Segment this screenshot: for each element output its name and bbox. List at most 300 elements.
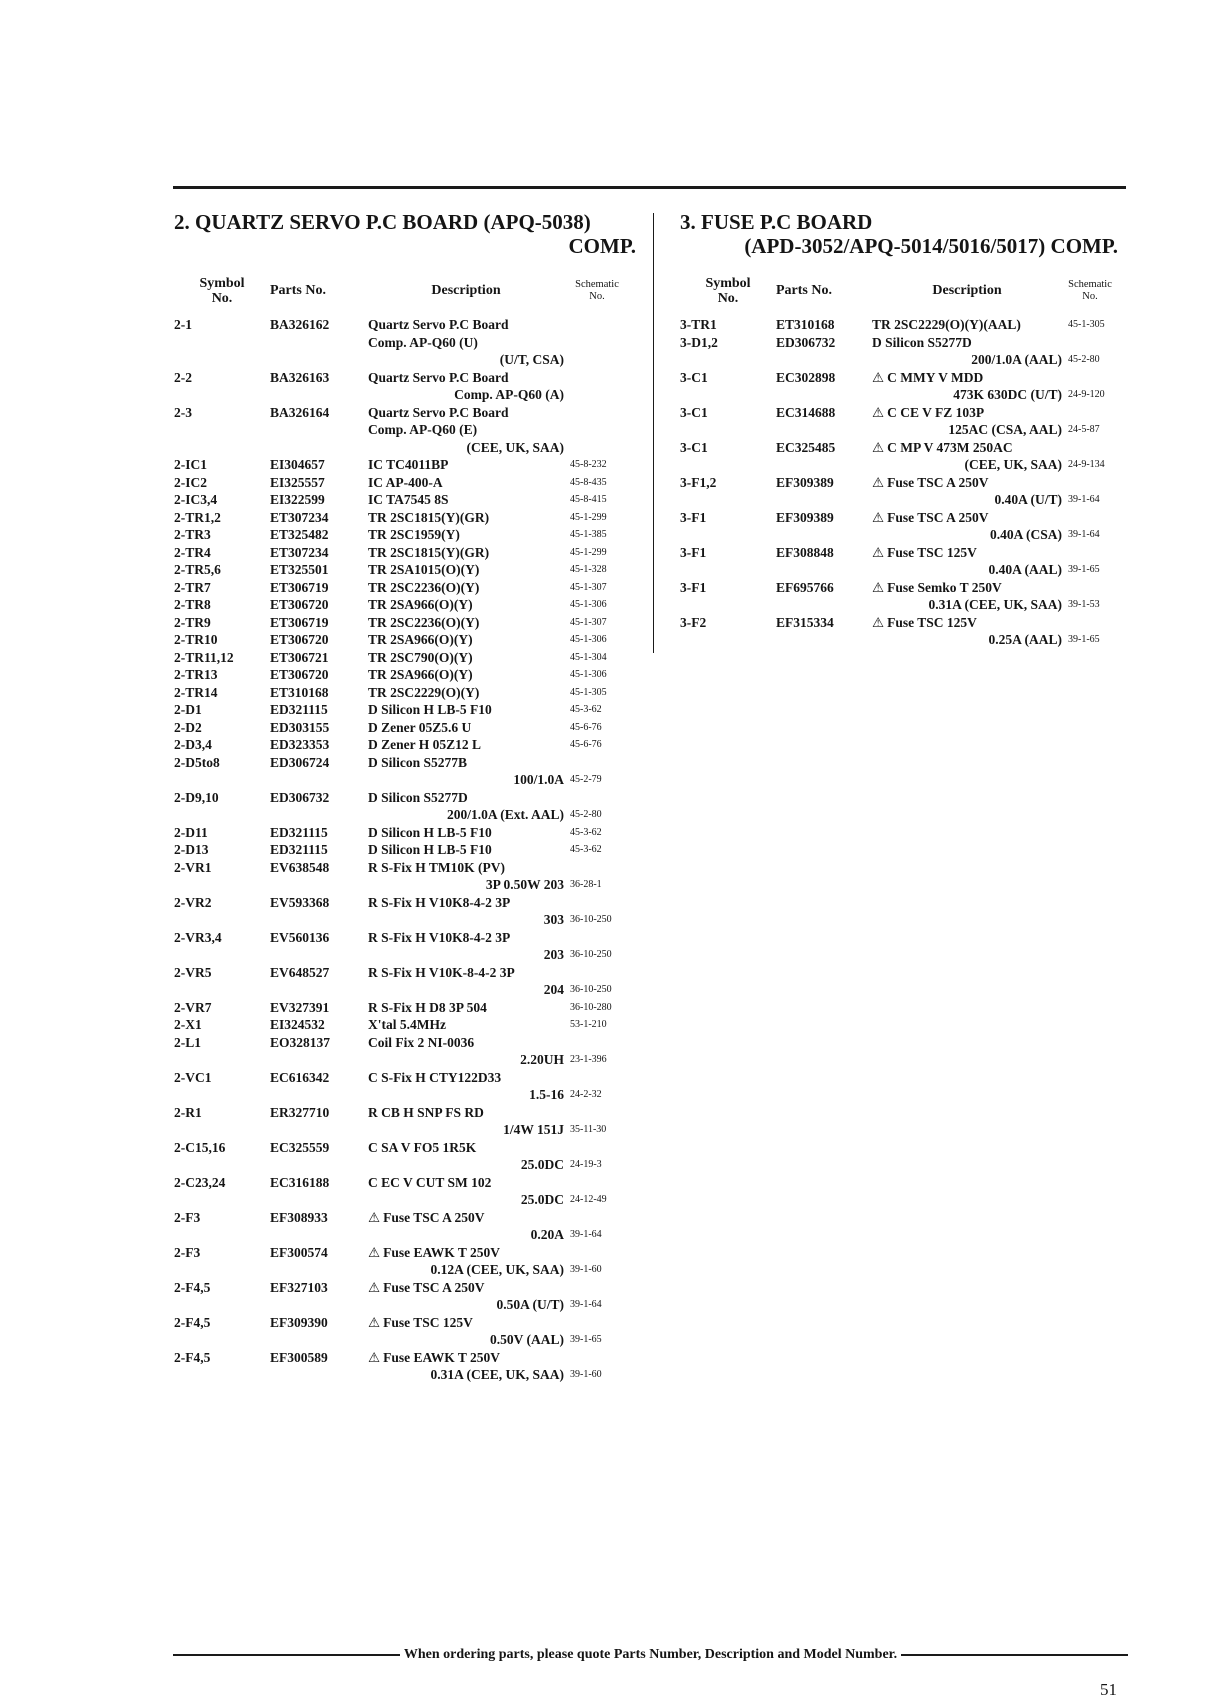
parts-no: EF309389 xyxy=(776,474,834,490)
schematic-no: 45-1-306 xyxy=(570,634,607,645)
description xyxy=(368,1349,564,1367)
description xyxy=(368,421,564,439)
description-text: 0.50A (U/T) xyxy=(496,1297,564,1312)
parts-no: ET307234 xyxy=(270,544,329,560)
description-text: Fuse TSC A 250V xyxy=(383,1279,485,1295)
description xyxy=(872,316,1062,334)
schematic-no: 36-28-1 xyxy=(570,879,602,890)
schematic-no: 45-6-76 xyxy=(570,721,602,733)
description xyxy=(368,701,564,719)
page-number: 51 xyxy=(1100,1680,1117,1699)
schematic-no: 24-19-3 xyxy=(570,1159,602,1170)
table-row xyxy=(174,579,636,597)
description-text: C MMY V MDD xyxy=(887,369,984,385)
description-text: D Zener H 05Z12 L xyxy=(368,737,482,752)
schematic-no: 39-1-65 xyxy=(570,1334,602,1345)
description-text: D Silicon S5277B xyxy=(368,754,468,770)
schematic-no: 45-1-306 xyxy=(570,669,607,680)
table-row xyxy=(174,509,636,527)
warning-triangle-icon: ⚠ xyxy=(368,1244,381,1260)
symbol-no: 2-TR7 xyxy=(174,579,211,595)
description xyxy=(368,1156,564,1174)
parts-no: EO328137 xyxy=(270,1034,331,1050)
symbol-no: 2-TR8 xyxy=(174,597,211,612)
table-row xyxy=(680,316,1118,334)
description xyxy=(872,474,1062,492)
description-text: R CB H SNP FS RD xyxy=(368,1104,484,1120)
symbol-no: 2-TR5,6 xyxy=(174,562,221,577)
description xyxy=(368,754,564,772)
description xyxy=(872,386,1062,404)
symbol-no: 2-TR10 xyxy=(174,632,218,647)
description-text: C CE V FZ 103P xyxy=(887,404,985,420)
parts-no: EV593368 xyxy=(270,894,330,910)
description xyxy=(872,351,1062,369)
description xyxy=(368,1191,564,1209)
description xyxy=(368,841,564,859)
description xyxy=(368,596,564,614)
table-row xyxy=(680,614,1118,649)
description xyxy=(368,1279,564,1297)
description xyxy=(368,1174,564,1192)
table-row xyxy=(174,316,636,369)
description xyxy=(872,579,1062,597)
parts-no: EV638548 xyxy=(270,859,330,875)
symbol-no: 3-D1,2 xyxy=(680,334,718,350)
schematic-no: 45-1-328 xyxy=(570,564,607,575)
symbol-no: 2-C15,16 xyxy=(174,1139,226,1155)
schematic-no: 39-1-64 xyxy=(1068,494,1100,505)
parts-no: EV560136 xyxy=(270,929,330,945)
description-text: Fuse TSC A 250V xyxy=(383,1209,485,1225)
parts-no: ED323353 xyxy=(270,737,330,752)
parts-no: ET306721 xyxy=(270,649,329,665)
description-text: Fuse TSC 125V xyxy=(887,544,977,560)
schematic-no: 36-10-280 xyxy=(570,1001,612,1013)
table-row xyxy=(174,964,636,999)
symbol-no: 2-3 xyxy=(174,404,192,420)
parts-no: EI322599 xyxy=(270,492,325,507)
symbol-no: 2-1 xyxy=(174,317,192,332)
description xyxy=(368,999,564,1017)
warning-triangle-icon: ⚠ xyxy=(368,1314,381,1330)
warning-triangle-icon: ⚠ xyxy=(872,474,885,490)
description-text: 200/1.0A (AAL) xyxy=(971,352,1062,367)
description xyxy=(368,1226,564,1244)
schematic-no: 45-1-304 xyxy=(570,651,607,663)
warning-triangle-icon: ⚠ xyxy=(872,544,885,560)
parts-no: ED303155 xyxy=(270,719,330,735)
description xyxy=(368,1314,564,1332)
symbol-no: 2-VR7 xyxy=(174,999,212,1015)
description xyxy=(872,526,1062,544)
table-row xyxy=(174,526,636,544)
description xyxy=(368,544,564,562)
symbol-no: 2-D11 xyxy=(174,824,208,840)
parts-no: ET306720 xyxy=(270,597,329,612)
description-text: 2.20UH xyxy=(520,1052,564,1067)
parts-list xyxy=(680,316,1118,649)
description-text: 203 xyxy=(543,947,564,962)
top-rule xyxy=(173,186,1126,189)
table-row xyxy=(174,859,636,894)
description-text: R S-Fix H TM10K (PV) xyxy=(368,859,505,875)
description xyxy=(368,614,564,632)
schematic-no: 24-2-32 xyxy=(570,1089,602,1100)
column-divider xyxy=(653,213,654,653)
parts-no: ET310168 xyxy=(776,317,835,332)
table-row xyxy=(174,824,636,842)
table-row xyxy=(174,596,636,614)
description-text: (CEE, UK, SAA) xyxy=(964,457,1062,472)
description xyxy=(368,1016,564,1034)
description-text: C SA V FO5 1R5K xyxy=(368,1139,477,1155)
description-text: Fuse TSC 125V xyxy=(383,1314,473,1330)
description xyxy=(872,456,1062,474)
table-row xyxy=(174,491,636,509)
symbol-no: 2-VC1 xyxy=(174,1069,212,1085)
schematic-no: 24-9-120 xyxy=(1068,389,1105,400)
description-text: TR 2SC2229(O)(Y)(AAL) xyxy=(872,317,1021,332)
header-parts-no: Parts No. xyxy=(776,283,832,298)
schematic-no: 39-1-64 xyxy=(570,1229,602,1240)
description-text: 200/1.0A (Ext. AAL) xyxy=(446,807,564,822)
table-row xyxy=(680,369,1118,404)
table-row xyxy=(174,1209,636,1244)
description xyxy=(368,649,564,667)
table-row xyxy=(680,509,1118,544)
description xyxy=(368,1261,564,1279)
description xyxy=(368,1331,564,1349)
description-text: 0.31A (CEE, UK, SAA) xyxy=(430,1367,564,1382)
description xyxy=(872,544,1062,562)
schematic-no: 45-3-62 xyxy=(570,844,602,855)
table-row xyxy=(174,1016,636,1034)
parts-no: ET310168 xyxy=(270,684,329,700)
parts-no: EF308933 xyxy=(270,1209,328,1225)
description xyxy=(368,789,564,807)
description-text: 0.20A xyxy=(530,1227,564,1242)
parts-no: EC314688 xyxy=(776,404,836,420)
description-text: R S-Fix H V10K8-4-2 3P xyxy=(368,894,511,910)
parts-no: EF309389 xyxy=(776,509,834,525)
description xyxy=(368,1244,564,1262)
symbol-no: 2-VR1 xyxy=(174,859,212,875)
description xyxy=(872,421,1062,439)
parts-no: EC325485 xyxy=(776,439,836,455)
description xyxy=(368,876,564,894)
description xyxy=(368,1296,564,1314)
description-text: Comp. AP-Q60 (E) xyxy=(368,422,478,437)
parts-no: BA326163 xyxy=(270,369,330,385)
parts-list xyxy=(174,316,636,1384)
table-row xyxy=(680,544,1118,579)
description-text: 100/1.0A xyxy=(513,772,564,787)
schematic-no: 36-10-250 xyxy=(570,984,612,995)
section-title-line2: COMP. xyxy=(568,234,636,258)
schematic-no: 45-8-415 xyxy=(570,494,607,505)
schematic-no: 36-10-250 xyxy=(570,949,612,960)
description xyxy=(368,946,564,964)
description xyxy=(368,1366,564,1384)
description xyxy=(872,596,1062,614)
table-row xyxy=(174,1279,636,1314)
parts-no: EF308848 xyxy=(776,544,834,560)
description xyxy=(368,404,564,422)
schematic-no: 45-3-62 xyxy=(570,704,602,715)
symbol-no: 2-F4,5 xyxy=(174,1314,211,1330)
parts-no: ER327710 xyxy=(270,1104,330,1120)
description-text: 0.50V (AAL) xyxy=(490,1332,564,1347)
parts-no: ET306720 xyxy=(270,667,329,682)
description-text: 125AC (CSA, AAL) xyxy=(948,422,1062,437)
description xyxy=(368,894,564,912)
schematic-no: 45-1-385 xyxy=(570,529,607,540)
symbol-no: 2-TR14 xyxy=(174,684,218,700)
description-text: 0.12A (CEE, UK, SAA) xyxy=(430,1262,564,1277)
symbol-no: 2-D5to8 xyxy=(174,754,220,770)
parts-no: EV327391 xyxy=(270,999,330,1015)
table-row xyxy=(174,1034,636,1069)
table-row xyxy=(174,684,636,702)
schematic-no: 45-1-299 xyxy=(570,511,607,523)
table-row xyxy=(174,719,636,737)
description xyxy=(368,351,564,369)
parts-no: EC325559 xyxy=(270,1139,330,1155)
description xyxy=(368,369,564,387)
description-text: Fuse EAWK T 250V xyxy=(383,1349,501,1365)
footer-note: When ordering parts, please quote Parts Number, Description and Model Number. xyxy=(403,1647,898,1662)
table-row xyxy=(174,666,636,684)
parts-no: ED321115 xyxy=(270,842,328,857)
warning-triangle-icon: ⚠ xyxy=(872,614,885,630)
parts-no: EF309390 xyxy=(270,1314,328,1330)
description-text: D Silicon H LB-5 F10 xyxy=(368,702,492,717)
table-row xyxy=(174,999,636,1017)
description xyxy=(872,439,1062,457)
schematic-no: 24-5-87 xyxy=(1068,424,1100,435)
header-symbol: Symbol No. xyxy=(199,276,245,306)
description-text: TR 2SC790(O)(Y) xyxy=(368,649,473,665)
table-header xyxy=(174,272,636,310)
schematic-no: 39-1-53 xyxy=(1068,599,1100,610)
symbol-no: 2-VR2 xyxy=(174,894,212,910)
description xyxy=(368,491,564,509)
symbol-no: 2-TR3 xyxy=(174,527,211,542)
symbol-no: 2-D2 xyxy=(174,719,202,735)
description xyxy=(368,1086,564,1104)
description xyxy=(368,1051,564,1069)
parts-no: EC616342 xyxy=(270,1069,330,1085)
symbol-no: 3-F2 xyxy=(680,614,707,630)
description xyxy=(368,316,564,334)
section-title xyxy=(174,210,636,258)
section-title-line2: (APD-3052/APQ-5014/5016/5017) COMP. xyxy=(744,234,1118,258)
schematic-no: 45-3-62 xyxy=(570,826,602,838)
schematic-no: 39-1-64 xyxy=(1068,529,1100,540)
schematic-no: 45-1-307 xyxy=(570,616,607,628)
symbol-no: 2-TR4 xyxy=(174,544,211,560)
parts-no: EC316188 xyxy=(270,1174,330,1190)
schematic-no: 45-1-306 xyxy=(570,599,607,610)
table-row xyxy=(174,701,636,719)
description-text: Quartz Servo P.C Board xyxy=(368,369,509,385)
table-header xyxy=(680,272,1118,310)
description-text: 1/4W 151J xyxy=(503,1122,564,1137)
description xyxy=(368,474,564,492)
parts-no: EI325557 xyxy=(270,474,325,490)
table-row xyxy=(174,649,636,667)
symbol-no: 2-D9,10 xyxy=(174,789,219,805)
description xyxy=(368,456,564,474)
schematic-no: 35-11-30 xyxy=(570,1124,607,1135)
schematic-no: 36-10-250 xyxy=(570,914,612,925)
table-row xyxy=(174,841,636,859)
description-text: TR 2SA966(O)(Y) xyxy=(368,597,473,612)
description-text: 25.0DC xyxy=(520,1157,564,1172)
parts-no: EF315334 xyxy=(776,614,834,630)
table-row xyxy=(174,456,636,474)
description xyxy=(368,806,564,824)
description-text: TR 2SC1815(Y)(GR) xyxy=(368,509,490,525)
table-row xyxy=(174,1104,636,1139)
warning-triangle-icon: ⚠ xyxy=(368,1349,381,1365)
symbol-no: 3-F1 xyxy=(680,509,707,525)
description-text: 3P 0.50W 203 xyxy=(485,877,564,892)
description-text: TR 2SC1959(Y) xyxy=(368,527,460,542)
parts-no: EI324532 xyxy=(270,1017,325,1032)
schematic-no: 53-1-210 xyxy=(570,1019,607,1030)
symbol-no: 2-VR5 xyxy=(174,964,212,980)
parts-no: BA326164 xyxy=(270,404,330,420)
description xyxy=(368,579,564,597)
symbol-no: 2-TR1,2 xyxy=(174,509,221,525)
parts-no: EF300574 xyxy=(270,1244,328,1260)
description xyxy=(368,736,564,754)
header-symbol: Symbol No. xyxy=(705,276,751,306)
symbol-no: 2-X1 xyxy=(174,1017,202,1032)
schematic-no: 24-9-134 xyxy=(1068,459,1105,470)
description-text: TR 2SC1815(Y)(GR) xyxy=(368,544,490,560)
parts-no: EF327103 xyxy=(270,1279,328,1295)
table-row xyxy=(174,631,636,649)
description xyxy=(368,859,564,877)
table-row xyxy=(680,439,1118,474)
table-row xyxy=(680,404,1118,439)
table-row xyxy=(174,789,636,824)
symbol-no: 2-R1 xyxy=(174,1104,202,1120)
description xyxy=(368,1104,564,1122)
table-row xyxy=(174,544,636,562)
symbol-no: 2-D1 xyxy=(174,702,202,717)
description xyxy=(368,911,564,929)
parts-no: ET307234 xyxy=(270,509,329,525)
description xyxy=(872,561,1062,579)
table-row xyxy=(174,614,636,632)
header-description: Description xyxy=(431,283,501,298)
symbol-no: 2-C23,24 xyxy=(174,1174,226,1190)
description-text: TR 2SC2236(O)(Y) xyxy=(368,579,480,595)
description-text: Quartz Servo P.C Board xyxy=(368,317,509,332)
description-text: 0.40A (CSA) xyxy=(989,527,1062,542)
table-row xyxy=(680,474,1118,509)
symbol-no: 2-IC2 xyxy=(174,474,207,490)
symbol-no: 2-TR9 xyxy=(174,614,211,630)
schematic-no: 45-1-305 xyxy=(570,686,607,698)
symbol-no: 3-C1 xyxy=(680,404,708,420)
parts-no: ET306719 xyxy=(270,579,329,595)
header-schematic: Schematic No. xyxy=(1068,279,1112,302)
description-text: TR 2SA966(O)(Y) xyxy=(368,667,473,682)
description-text: IC TC4011BP xyxy=(368,457,449,472)
warning-triangle-icon: ⚠ xyxy=(872,369,885,385)
table-row xyxy=(174,1174,636,1209)
warning-triangle-icon: ⚠ xyxy=(368,1279,381,1295)
description xyxy=(368,771,564,789)
schematic-no: 39-1-60 xyxy=(570,1264,602,1275)
description-text: 0.25A (AAL) xyxy=(988,632,1062,647)
description xyxy=(368,684,564,702)
description-text: Fuse TSC 125V xyxy=(887,614,977,630)
schematic-no: 45-1-307 xyxy=(570,581,607,593)
schematic-no: 39-1-65 xyxy=(1068,634,1100,645)
schematic-no: 45-2-80 xyxy=(1068,354,1100,365)
description-text: D Silicon S5277D xyxy=(872,334,972,350)
description xyxy=(368,1034,564,1052)
section-title-line1: 2. QUARTZ SERVO P.C BOARD (APQ-5038) xyxy=(174,210,591,234)
warning-triangle-icon: ⚠ xyxy=(872,509,885,525)
symbol-no: 2-IC3,4 xyxy=(174,492,218,507)
footer-rule-left xyxy=(173,1654,400,1656)
footer xyxy=(173,1645,1128,1665)
schematic-no: 45-2-79 xyxy=(570,774,602,785)
description-text: D Silicon H LB-5 F10 xyxy=(368,842,492,857)
schematic-no: 23-1-396 xyxy=(570,1054,607,1065)
fuse-board-section xyxy=(680,210,1118,649)
description xyxy=(368,929,564,947)
schematic-no: 45-2-80 xyxy=(570,809,602,820)
description-text: 303 xyxy=(543,912,564,927)
description-text: 1.5-16 xyxy=(529,1087,564,1102)
table-row xyxy=(174,369,636,404)
schematic-no: 45-8-232 xyxy=(570,459,607,470)
description xyxy=(368,981,564,999)
description-text: Coil Fix 2 NI-0036 xyxy=(368,1034,475,1050)
description xyxy=(872,491,1062,509)
description-text: Comp. AP-Q60 (U) xyxy=(368,334,478,350)
description xyxy=(368,1209,564,1227)
parts-no: EV648527 xyxy=(270,964,330,980)
section-title xyxy=(680,210,1118,258)
parts-no: ED321115 xyxy=(270,702,328,717)
symbol-no: 2-F4,5 xyxy=(174,1349,211,1365)
parts-no: BA326162 xyxy=(270,317,330,332)
footer-rule-right xyxy=(901,1654,1128,1656)
description-text: Fuse EAWK T 250V xyxy=(383,1244,501,1260)
schematic-no: 39-1-65 xyxy=(1068,564,1100,575)
parts-no: ED306724 xyxy=(270,754,330,770)
description-text: C MP V 473M 250AC xyxy=(887,439,1013,455)
description-text: X'tal 5.4MHz xyxy=(368,1017,446,1032)
symbol-no: 3-F1 xyxy=(680,544,707,560)
description-text: D Silicon H LB-5 F10 xyxy=(368,824,492,840)
warning-triangle-icon: ⚠ xyxy=(368,1209,381,1225)
header-description: Description xyxy=(932,283,1002,298)
symbol-no: 2-IC1 xyxy=(174,457,207,472)
symbol-no: 2-VR3,4 xyxy=(174,929,222,945)
parts-no: ED306732 xyxy=(270,789,330,805)
parts-no: EF695766 xyxy=(776,579,834,595)
